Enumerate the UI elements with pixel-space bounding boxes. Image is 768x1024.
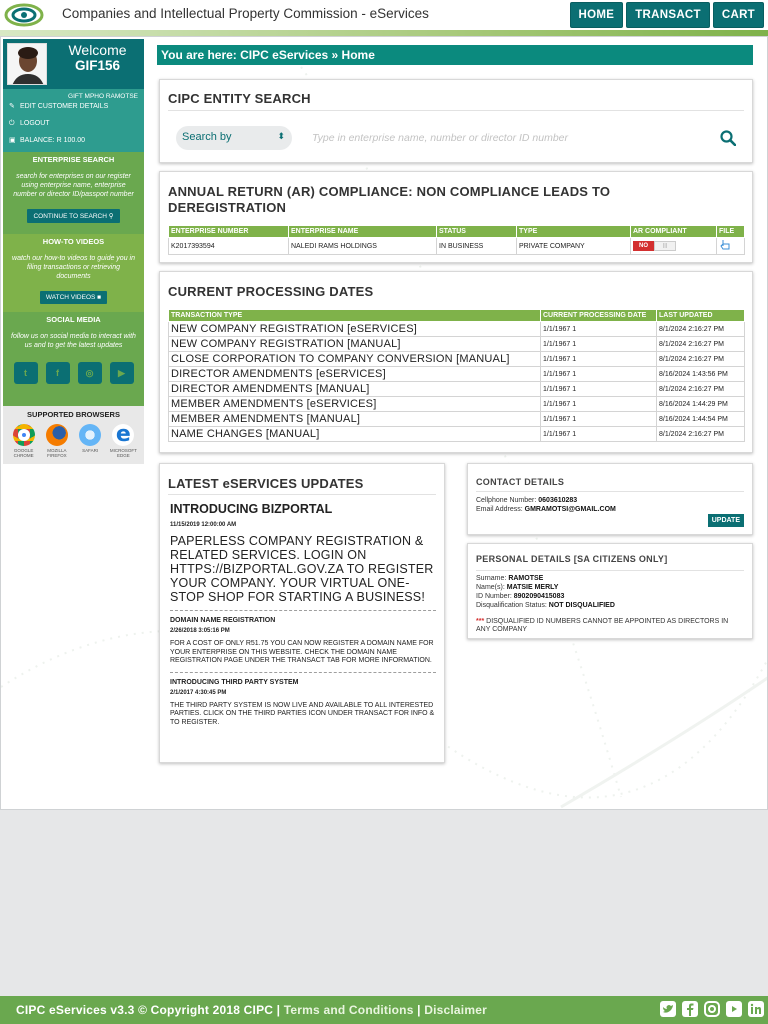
file-hand-pointer-icon[interactable] [719,239,731,251]
last-updated: 8/1/2024 2:16:27 PM [657,427,745,442]
safari-icon [79,424,101,446]
facebook-icon[interactable] [682,1001,698,1017]
ar-compliant-toggle[interactable] [633,241,676,251]
cipc-logo-icon[interactable] [4,3,44,27]
updates-list [170,502,436,727]
edge-label: MICROSOFT EDGE [109,448,137,458]
logout-label: LOGOUT [20,120,50,127]
nav-transact-button[interactable]: TRANSACT [626,2,710,28]
cellphone-value: 0603610283 [538,497,578,504]
last-updated: 8/16/2024 1:44:54 PM [657,412,745,427]
search-by-value: Search by [182,131,232,143]
contact-values [476,496,616,514]
cellphone-label: Cellphone Number: [476,497,537,504]
ar-compliance-table [168,225,745,255]
enterprise-search-section [3,152,144,234]
id-row [476,592,615,601]
processing-dates-card [159,271,753,453]
search-icon[interactable] [720,130,736,146]
personal-details-card [467,543,753,639]
account-box [3,89,144,152]
edge-icon: e [112,424,134,446]
watch-videos-label: WATCH VIDEOS [45,294,96,301]
col-enterprise-number: ENTERPRISE NUMBER [169,226,289,238]
youtube-icon[interactable] [726,1001,742,1017]
logout-icon: ⏻ [9,120,15,127]
ar-compliance-card [159,171,753,263]
balance-row [9,137,138,144]
update-contact-button[interactable]: UPDATE [708,514,744,527]
update-date: 2/26/2018 3:05:16 PM [170,628,230,634]
surname-value: RAMOTSE [508,575,544,582]
transaction-type: CLOSE CORPORATION TO COMPANY CONVERSION [MANUAL] [169,352,541,367]
processing-date: 1/1/1967 1 [541,367,657,382]
entity-search-input[interactable] [312,128,712,148]
note-text: DISQUALIFIED ID NUMBERS CANNOT BE APPOINTED AS DIRECTORS IN ANY COMPANY [476,618,729,633]
latest-updates-title: LATEST eSERVICES UPDATES [168,476,364,491]
nav-home-button[interactable]: HOME [570,2,624,28]
edge-browser [108,424,138,458]
footer-separator: | [417,1003,421,1017]
instagram-icon[interactable] [704,1001,720,1017]
search-by-select[interactable] [176,126,292,150]
divider [168,110,744,111]
toggle-knob-icon: ||| [654,241,676,251]
transaction-type: NEW COMPANY REGISTRATION [MANUAL] [169,337,541,352]
processing-dates-title: CURRENT PROCESSING DATES [168,284,374,299]
transaction-type: DIRECTOR AMENDMENTS [MANUAL] [169,382,541,397]
personal-values [476,574,615,610]
social-section [3,312,144,406]
col-file: FILE [717,226,745,238]
surname-label: Surname: [476,575,507,582]
col-ar-compliant: AR COMPLIANT [631,226,717,238]
username: GIF156 [74,58,121,73]
twitter-icon[interactable] [660,1001,676,1017]
firefox-label: MOZILLA FIREFOX [47,448,67,458]
wallet-icon: ▣ [9,137,16,144]
footer-text [16,1003,487,1017]
footer [0,996,768,1024]
browsers-title: SUPPORTED BROWSERS [27,410,120,419]
welcome-box [3,39,144,89]
table-row [169,367,745,382]
id-value: 8902090415083 [513,593,565,600]
edit-icon: ✎ [9,103,15,110]
table-row [169,322,745,337]
names-label: Name(s): [476,584,505,591]
social-icons [9,350,138,392]
header [0,0,768,30]
instagram-icon[interactable]: ◎ [78,362,102,384]
linkedin-icon[interactable] [748,1001,764,1017]
col-transaction-type: TRANSACTION TYPE [169,310,541,322]
dashed-divider [170,610,436,611]
cellphone-row [476,496,616,505]
transaction-type: NEW COMPANY REGISTRATION [eSERVICES] [169,322,541,337]
ar-compliant-value: NO [633,241,654,251]
entity-search-title: CIPC ENTITY SEARCH [168,91,311,106]
balance-label: BALANCE: R 100.00 [20,137,85,144]
copyright-text: CIPC eServices v3.3 © Copyright 2018 CIPC | [16,1003,281,1017]
disclaimer-link[interactable]: Disclaimer [424,1003,487,1017]
table-row [169,412,745,427]
welcome-label: Welcome [68,42,127,58]
col-status: STATUS [437,226,517,238]
disqualification-row [476,601,615,610]
social-text: follow us on social media to interact with us and to get the latest updates [11,333,136,349]
youtube-icon[interactable]: ▶ [110,362,134,384]
contact-details-card [467,463,753,535]
processing-date: 1/1/1967 1 [541,337,657,352]
transaction-type: MEMBER AMENDMENTS [eSERVICES] [169,397,541,412]
disqualification-value: NOT DISQUALIFIED [548,602,615,609]
enterprise-type: PRIVATE COMPANY [517,238,631,255]
note-stars: *** [476,618,485,625]
ar-compliance-title: ANNUAL RETURN (AR) COMPLIANCE: NON COMPLIANCE LEADS TO DEREGISTRATION [168,184,611,215]
video-camera-icon: ■ [97,294,102,301]
howto-text: watch our how-to videos to guide you in filing transactions or retrieving documents [12,255,135,280]
table-row [169,397,745,412]
firefox-icon [46,424,68,446]
terms-link[interactable]: Terms and Conditions [283,1003,414,1017]
personal-details-title: PERSONAL DETAILS [SA CITIZENS ONLY] [476,554,668,564]
update-text: THE THIRD PARTY SYSTEM IS NOW LIVE AND AVAILABLE TO ALL INTERESTED PARTIES. CLICK ON THE THIRD PARTIES ICON UNDER TRANSACT FOR INFO & TO REGISTER. [170,701,435,726]
chrome-icon [13,424,35,446]
continue-to-search-label: CONTINUE TO SEARCH [33,213,107,220]
twitter-icon[interactable]: t [14,362,38,384]
col-enterprise-name: ENTERPRISE NAME [289,226,437,238]
enterprise-name: NALEDI RAMS HOLDINGS [289,238,437,255]
email-row [476,505,616,514]
last-updated: 8/1/2024 2:16:27 PM [657,382,745,397]
surname-row [476,574,615,583]
update-date: 11/15/2019 12:00:00 AM [170,522,237,528]
enterprise-search-title: ENTERPRISE SEARCH [32,155,115,164]
watch-videos-button[interactable] [40,291,107,304]
col-type: TYPE [517,226,631,238]
names-value: MATSIE MERLY [506,584,559,591]
file-cell [717,238,745,255]
last-updated: 8/16/2024 1:44:29 PM [657,397,745,412]
footer-social-icons [660,1001,764,1017]
firefox-browser [42,424,72,458]
id-label: ID Number: [476,593,512,600]
update-date: 2/1/2017 4:30:45 PM [170,689,227,696]
howto-section [3,234,144,312]
continue-to-search-button[interactable] [27,209,119,223]
update-text: FOR A COST OF ONLY R51.75 YOU CAN NOW REGISTER A DOMAIN NAME FOR YOUR ENTERPRISE ON THIS WEBSITE. CHECK THE DOMAIN NAME REGISTRATION PAGE UNDER THE TRANSACT TAB FOR MORE INFORMATION. [170,640,434,664]
table-header-row [169,226,745,238]
site-title: Companies and Intellectual Property Commission - eServices [62,6,429,21]
names-row [476,583,615,592]
social-title: SOCIAL MEDIA [46,315,101,324]
sidebar [3,39,144,464]
divider [476,491,744,492]
avatar [7,43,47,85]
enterprise-search-text: search for enterprises on our register using enterprise name, enterprise number or director ID/passport number [13,173,134,198]
safari-label: SAFARI [82,448,99,453]
transaction-type: MEMBER AMENDMENTS [MANUAL] [169,412,541,427]
table-row [169,238,745,255]
table-row [169,427,745,442]
chevron-up-down-icon: ⬍ [277,131,285,141]
table-row [169,352,745,367]
processing-date: 1/1/1967 1 [541,427,657,442]
transaction-type: DIRECTOR AMENDMENTS [eSERVICES] [169,367,541,382]
contact-details-title: CONTACT DETAILS [476,477,565,487]
update-title: INTRODUCING BIZPORTAL [170,502,333,516]
entity-search-card [159,79,753,163]
nav-cart-button[interactable]: CART [713,2,764,28]
disqualification-note [476,618,736,634]
table-row [169,337,745,352]
col-last-updated: LAST UPDATED [657,310,745,322]
processing-date: 1/1/1967 1 [541,352,657,367]
processing-date: 1/1/1967 1 [541,412,657,427]
safari-browser [75,424,105,458]
breadcrumb: You are here: CIPC eServices » Home [157,45,753,65]
facebook-icon[interactable]: f [46,362,70,384]
divider [168,494,436,495]
processing-date: 1/1/1967 1 [541,397,657,412]
chrome-browser [9,424,39,458]
howto-title: HOW-TO VIDEOS [42,237,105,246]
divider [476,570,744,571]
search-icon: ⚲ [108,213,114,220]
email-label: Email Address: [476,506,523,513]
user-photo-icon [8,44,47,85]
transaction-type: NAME CHANGES [MANUAL] [169,427,541,442]
chrome-label: GOOGLE CHROME [13,448,34,458]
table-header-row [169,310,745,322]
update-text: PAPERLESS COMPANY REGISTRATION & RELATED SERVICES. LOGIN ON HTTPS://BIZPORTAL.GOV.ZA TO REGISTER YOUR COMPANY. YOUR VIRTUAL ONE-STOP SHOP FOR STARTING A BUSINESS! [170,534,434,604]
edit-details-link[interactable] [9,103,138,110]
dashed-divider [170,672,436,673]
processing-dates-table [168,309,745,442]
last-updated: 8/1/2024 2:16:27 PM [657,352,745,367]
latest-updates-card [159,463,445,763]
ar-compliant-cell [631,238,717,255]
table-row [169,382,745,397]
processing-date: 1/1/1967 1 [541,382,657,397]
logout-link[interactable] [9,120,138,127]
full-name: GIFT MPHO RAMOTSE [68,93,138,100]
disqualification-label: Disqualification Status: [476,602,547,609]
edit-details-label: EDIT CUSTOMER DETAILS [20,103,109,110]
processing-date: 1/1/1967 1 [541,322,657,337]
last-updated: 8/1/2024 2:16:27 PM [657,322,745,337]
update-title: DOMAIN NAME REGISTRATION [170,617,276,624]
last-updated: 8/1/2024 2:16:27 PM [657,337,745,352]
main-frame [0,36,768,810]
enterprise-status: IN BUSINESS [437,238,517,255]
update-title: INTRODUCING THIRD PARTY SYSTEM [170,678,299,686]
last-updated: 8/16/2024 1:43:56 PM [657,367,745,382]
supported-browsers [3,406,144,464]
welcome-text [51,42,144,74]
email-value: GMRAMOTSI@GMAIL.COM [524,506,616,513]
col-current-processing-date: CURRENT PROCESSING DATE [541,310,657,322]
top-nav [570,2,765,28]
enterprise-number: K2017393594 [169,238,289,255]
